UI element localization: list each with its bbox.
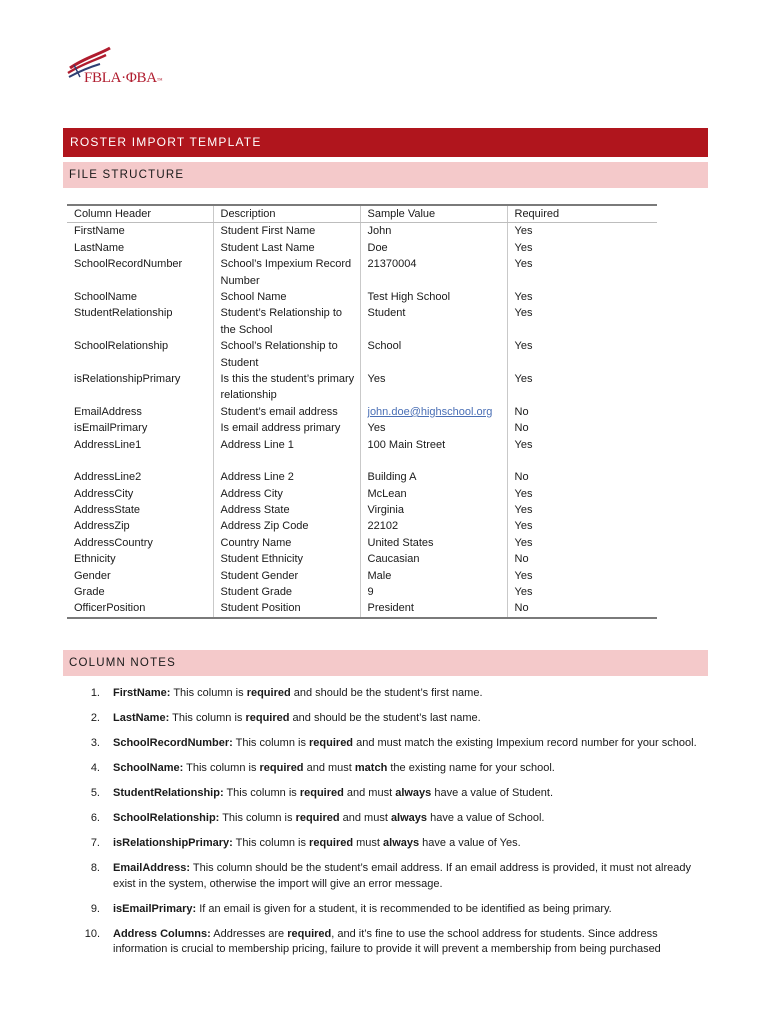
list-item [80, 686, 700, 702]
table-row [67, 240, 657, 256]
table-row [67, 518, 657, 534]
note-text: the existing name for your school. [387, 762, 555, 774]
note-term: SchoolName: [113, 762, 184, 774]
table-cell: Address Line 2 [213, 453, 360, 485]
column-header-cell: Column Header [67, 205, 213, 223]
list-item [80, 861, 700, 892]
note-term: EmailAddress: [113, 862, 191, 874]
table-cell: 9 [360, 584, 507, 600]
note-text: and must [343, 787, 396, 799]
note-text: If an email is given for a student, it is recommended to be identified as being primary. [196, 902, 612, 915]
table-cell: 21370004 [360, 256, 507, 289]
email-link[interactable]: john.doe@highschool.org [360, 404, 507, 420]
table-cell: Yes [507, 518, 657, 534]
table-cell: EmailAddress [74, 405, 142, 418]
list-item [80, 836, 700, 852]
list-number: 3. [90, 737, 100, 749]
note-text: This column is [232, 737, 310, 749]
column-header-cell: Description [213, 205, 360, 223]
table-cell: Yes [507, 584, 657, 600]
table-cell: No [507, 453, 657, 485]
note-text: This column is [183, 762, 260, 774]
note-text: Addresses are [210, 927, 288, 940]
table-cell: StudentRelationship [74, 307, 173, 320]
table-cell: Yes [507, 240, 657, 256]
table-cell: 100 Main Street [360, 437, 507, 453]
table-cell: Virginia [360, 502, 507, 518]
note-emphasis: required [245, 712, 290, 724]
table-cell: Is this the student’s primary relationship [213, 371, 360, 404]
note-term: isEmailPrimary: [113, 902, 197, 915]
table-cell: Yes [507, 256, 657, 289]
table-cell: School [360, 338, 507, 371]
table-row [67, 535, 657, 551]
roster-table [67, 204, 657, 619]
page-title: ROSTER IMPORT TEMPLATE [63, 128, 708, 157]
table-cell: Yes [507, 223, 657, 240]
note-emphasis: always [383, 837, 420, 849]
note-text: and should be the student’s first name. [290, 687, 483, 699]
note-emphasis: always [395, 787, 432, 799]
table-cell: SchoolRelationship [74, 340, 169, 353]
table-cell: Student’s email address [213, 404, 360, 420]
table-cell: Yes [507, 535, 657, 551]
note-text: This column is [223, 787, 300, 799]
table-cell: No [507, 404, 657, 420]
table-cell: AddressCity [74, 487, 134, 500]
note-text: This column should be the student’s email address. If an email address is provided, it must not already exist in the system, otherwise the import will give an error message. [113, 862, 691, 890]
table-cell: School Name [213, 289, 360, 305]
table-cell: FirstName [74, 225, 125, 238]
table-cell: No [507, 551, 657, 567]
table-row [67, 420, 657, 436]
table-cell: Address Line 1 [213, 437, 360, 453]
note-text: have a value of Student. [431, 787, 553, 799]
table-cell: Caucasian [360, 551, 507, 567]
table-cell: isRelationshipPrimary [74, 373, 181, 386]
column-header-cell: Required [507, 205, 657, 223]
table-cell: AddressLine2 [74, 471, 142, 484]
table-cell: OfficerPosition [67, 600, 213, 617]
table-cell: AddressLine1 [74, 438, 142, 451]
table-row [67, 584, 657, 600]
table-cell: Male [360, 568, 507, 584]
table-row [67, 305, 657, 338]
note-emphasis: required [309, 737, 354, 749]
list-number: 8. [90, 862, 100, 874]
list-number: 1. [90, 687, 100, 699]
note-text: and should be the student’s last name. [289, 712, 481, 724]
table-cell: Yes [507, 502, 657, 518]
note-term: FirstName: [113, 687, 171, 699]
table-cell: Yes [360, 371, 507, 404]
table-cell: John [360, 223, 507, 240]
table-cell: President [360, 600, 507, 617]
table-cell: Student’s Relationship to the School [213, 305, 360, 338]
note-term: Address Columns: [113, 927, 211, 940]
column-header-cell: Sample Value [360, 205, 507, 223]
note-text: This column is [232, 837, 310, 849]
logo-wordmark: FBLA·ΦBA™ [84, 70, 163, 86]
note-text: This column is [170, 687, 247, 699]
table-cell: Doe [360, 240, 507, 256]
table-header-row [67, 205, 657, 223]
table-cell: Address State [213, 502, 360, 518]
table-cell: Test High School [360, 289, 507, 305]
table-cell: Yes [507, 437, 657, 453]
table-cell: Student First Name [213, 223, 360, 240]
table-cell: Student Grade [213, 584, 360, 600]
table-cell: 22102 [360, 518, 507, 534]
table-cell: Address Zip Code [213, 518, 360, 534]
note-term: LastName: [113, 712, 170, 724]
note-text: This column is [219, 812, 296, 824]
table-cell: Student Gender [213, 568, 360, 584]
note-emphasis: required [299, 787, 344, 799]
table-cell: SchoolName [74, 291, 137, 304]
list-item [80, 736, 700, 752]
list-item [80, 786, 700, 802]
table-cell: Country Name [213, 535, 360, 551]
table-cell: Yes [507, 338, 657, 371]
table-row [67, 502, 657, 518]
table-cell: Grade [74, 585, 105, 598]
table-cell: Yes [507, 371, 657, 404]
table-cell: School’s Relationship to Student [213, 338, 360, 371]
list-item [80, 711, 700, 727]
list-number: 6. [90, 812, 100, 824]
list-number: 4. [90, 762, 100, 774]
table-row [67, 453, 657, 485]
note-text: must [353, 837, 384, 849]
note-emphasis: required [295, 812, 340, 824]
table-row [67, 600, 657, 617]
list-number: 10. [84, 927, 100, 940]
table-cell: No [507, 420, 657, 436]
table-row [67, 568, 657, 584]
note-emphasis: required [246, 687, 291, 699]
table-cell: SchoolRecordNumber [74, 258, 183, 271]
note-text: This column is [169, 712, 246, 724]
table-cell: AddressCountry [74, 536, 153, 549]
note-emphasis: required [309, 837, 354, 849]
list-item [80, 902, 700, 918]
table-cell: Ethnicity [74, 553, 116, 566]
table-cell: Yes [507, 305, 657, 338]
note-term: SchoolRelationship: [113, 812, 220, 824]
table-cell: AddressState [74, 503, 141, 516]
table-row [67, 404, 657, 420]
table-cell: Student Ethnicity [213, 551, 360, 567]
note-text: and must [339, 812, 391, 824]
table-row [67, 338, 657, 371]
note-emphasis: match [354, 762, 388, 774]
table-row [67, 486, 657, 502]
table-cell: Yes [507, 289, 657, 305]
table-cell: Student [360, 305, 507, 338]
list-item [80, 927, 700, 958]
note-term: StudentRelationship: [113, 787, 224, 799]
table-cell: isEmailPrimary [74, 422, 148, 435]
note-emphasis: required [259, 762, 304, 774]
table-row [67, 437, 657, 453]
table-cell: Yes [360, 420, 507, 436]
table-row [67, 256, 657, 289]
table-row [67, 551, 657, 567]
list-number: 2. [90, 712, 100, 724]
table-cell: United States [360, 535, 507, 551]
column-notes-list [80, 686, 700, 967]
table-cell: Is email address primary [213, 420, 360, 436]
table-cell: AddressZip [74, 520, 130, 533]
table-cell: School’s Impexium Record Number [213, 256, 360, 289]
note-text: and must [303, 762, 355, 774]
note-text: have a value of Yes. [419, 837, 521, 849]
table-cell: Building A [360, 453, 507, 485]
section-heading-file-structure: FILE STRUCTURE [63, 162, 708, 188]
table-cell: Yes [507, 568, 657, 584]
list-number: 5. [90, 787, 100, 799]
note-text: and must match the existing Impexium record number for your school. [353, 737, 697, 749]
table-cell: Yes [507, 486, 657, 502]
table-cell: Student Last Name [213, 240, 360, 256]
list-number: 7. [90, 837, 100, 849]
table-cell: Gender [74, 569, 111, 582]
table-cell: Student Position [213, 600, 360, 617]
table-cell: Address City [213, 486, 360, 502]
note-text: , and it’s fine to use the school address for students. Since address information is crucial to membership pricing, failure to provide it will prevent a membership from being purchased [113, 927, 661, 955]
table-row [67, 289, 657, 305]
table-cell: No [507, 600, 657, 617]
note-term: SchoolRecordNumber: [113, 737, 233, 749]
table-cell: McLean [360, 486, 507, 502]
note-text: have a value of School. [427, 812, 545, 824]
list-item [80, 761, 700, 777]
table-row [67, 371, 657, 404]
note-emphasis: required [287, 927, 332, 940]
table-cell: LastName [74, 241, 125, 254]
section-heading-column-notes: COLUMN NOTES [63, 650, 708, 676]
table-row [67, 223, 657, 240]
list-item [80, 811, 700, 827]
note-term: isRelationshipPrimary: [113, 837, 233, 849]
list-number: 9. [90, 902, 100, 915]
note-emphasis: always [390, 812, 428, 824]
